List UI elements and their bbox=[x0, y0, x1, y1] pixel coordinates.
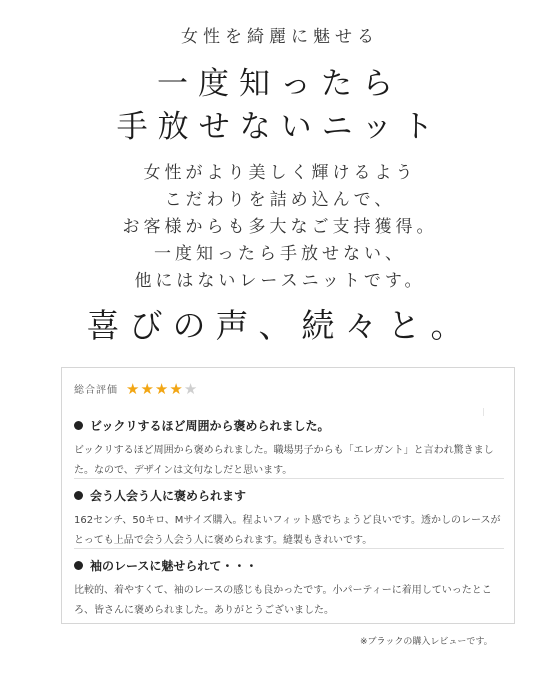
star-icon: ★ bbox=[169, 380, 183, 398]
subtitle: 女性を綺麗に魅せる bbox=[181, 27, 379, 47]
intro-line: 女性がより美しく輝けるよう bbox=[143, 163, 417, 183]
star-icon: ★ bbox=[126, 380, 140, 398]
review-body: 比較的、着やすくて、袖のレースの感じも良かったです。小パーティーに着用していったところ、皆さんに褒められました。ありがとうございました。 bbox=[74, 585, 492, 616]
review-divider bbox=[74, 548, 504, 549]
bullet-icon bbox=[74, 421, 83, 430]
voices-heading: 喜びの声、続々と。 bbox=[86, 306, 474, 345]
review-box bbox=[61, 367, 515, 624]
review-body: ビックリするほど周囲から褒められました。職場男子からも「エレガント」と言われ驚きました。なので、デザインは文句なしだと思います。 bbox=[74, 445, 494, 476]
rating-row bbox=[74, 379, 198, 398]
review-item bbox=[74, 417, 504, 481]
footnote: ※ブラックの購入レビューです。 bbox=[360, 637, 493, 647]
intro-line: 他にはないレースニットです。 bbox=[134, 271, 426, 291]
review-title: ビックリするほど周囲から褒められました。 bbox=[90, 419, 330, 433]
bullet-icon bbox=[74, 491, 83, 500]
review-title: 会う人会う人に褒められます bbox=[90, 489, 247, 503]
divider-tick bbox=[483, 408, 484, 416]
headline-line-2: 手放せないニット bbox=[116, 109, 444, 145]
star-icon: ★ bbox=[140, 380, 154, 398]
review-body: 162センチ、50キロ、Mサイズ購入。程よいフィット感でちょうど良いです。透かしのレースがとっても上品で会う人会う人に褒められます。縫製もきれいです。 bbox=[74, 515, 501, 546]
headline-line-1: 一度知ったら bbox=[157, 66, 403, 102]
rating-stars bbox=[126, 379, 198, 398]
intro-line: こだわりを詰め込んで、 bbox=[164, 190, 396, 210]
star-icon: ★ bbox=[154, 380, 169, 398]
review-title: 袖のレースに魅せられて・・・ bbox=[90, 559, 258, 573]
review-item bbox=[74, 557, 504, 621]
intro-paragraph bbox=[0, 160, 560, 295]
star-icon: ★ bbox=[183, 380, 198, 398]
bullet-icon bbox=[74, 561, 83, 570]
intro-line: お客様からも多大なご支持獲得。 bbox=[122, 217, 438, 237]
review-divider bbox=[74, 478, 504, 479]
intro-line: 一度知ったら手放せない、 bbox=[154, 244, 406, 264]
rating-label: 総合評価 bbox=[74, 385, 118, 396]
review-item bbox=[74, 487, 504, 551]
